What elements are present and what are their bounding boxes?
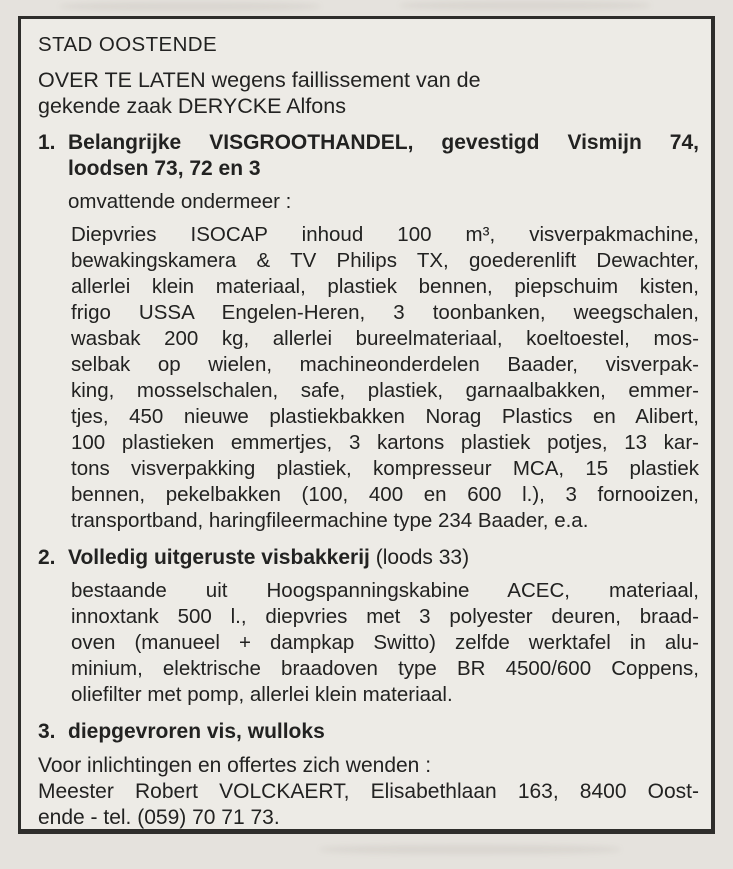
item-number: 3.	[38, 720, 56, 743]
item-subtitle: omvattende ondermeer :	[68, 190, 292, 213]
text-line: oven (manueel + dampkap Switto) zelfde werktafel in alu-	[71, 631, 699, 654]
text-line: bewakingskamera & TV Philips TX, goederenlift Dewachter,	[71, 249, 699, 272]
list-item-diepgevroren-vis	[38, 719, 699, 745]
text-line: Belangrijke VISGROOTHANDEL, gevestigd Vismijn 74,	[68, 131, 699, 154]
text-line: king, mosselschalen, safe, plastiek, garnaalbakken, emmer-	[71, 379, 699, 402]
intro-paragraph	[38, 67, 699, 119]
text-line: tjes, 450 nieuwe plastiekbakken Norag Plastics en Alibert,	[71, 405, 699, 428]
text-line: ende - tel. (059) 70 71 73.	[38, 806, 280, 829]
text-line: innoxtank 500 l., diepvries met 3 polyester deuren, braad-	[71, 605, 699, 628]
text-line: oliefilter met pomp, allerlei klein materiaal.	[71, 683, 453, 706]
item-content	[68, 545, 699, 708]
scan-bleedthrough-artifact	[320, 845, 620, 854]
text-line: transportband, haringfileermachine type 234 Baader, e.a.	[71, 509, 589, 532]
text-line: 100 plastieken emmertjes, 3 kartons plastiek potjes, 13 kar-	[71, 431, 699, 454]
text-line: loodsen 73, 72 en 3	[68, 157, 261, 180]
text-line: selbak op wielen, machineonderdelen Baader, visverpak-	[71, 353, 699, 376]
item-number: 2.	[38, 546, 56, 569]
scan-bleedthrough-artifact	[400, 1, 650, 10]
text-line: tons visverpakking plastiek, kompresseur MCA, 15 plastiek	[71, 457, 699, 480]
text-line: bennen, pekelbakken (100, 400 en 600 l.), 3 fornooizen,	[71, 483, 699, 506]
item-title	[68, 719, 699, 745]
text-line: OVER TE LATEN wegens faillissement van de	[38, 68, 481, 92]
item-content	[68, 719, 699, 745]
item-title-regular: (loods 33)	[375, 546, 470, 569]
text-line: Diepvries ISOCAP inhoud 100 m³, visverpakmachine,	[71, 223, 699, 246]
scan-bleedthrough-artifact	[60, 2, 320, 11]
item-title-line	[68, 545, 699, 571]
text-line: allerlei klein materiaal, plastiek bennen, piepschuim kisten,	[71, 275, 699, 298]
item-body-paragraph	[68, 578, 699, 708]
text-line: gekende zaak DERYCKE Alfons	[38, 94, 346, 118]
text-line: minium, elektrische braadoven type BR 4500/600 Coppens,	[71, 657, 699, 680]
item-title	[68, 130, 699, 182]
item-content	[68, 130, 699, 534]
text-line: bestaande uit Hoogspanningskabine ACEC, materiaal,	[71, 579, 699, 602]
text-line: frigo USSA Engelen-Heren, 3 toonbanken, weegschalen,	[71, 301, 699, 324]
item-title-line: diepgevroren vis, wulloks	[68, 720, 325, 743]
contact-address-paragraph	[38, 779, 699, 831]
city-heading: STAD OOSTENDE	[38, 33, 218, 56]
advert-border-box	[18, 16, 715, 834]
item-title-bold: Volledig uitgeruste visbakkerij	[68, 546, 370, 569]
contact-lead-line: Voor inlichtingen en offertes zich wenden :	[38, 754, 432, 777]
item-title	[68, 545, 699, 571]
text-line: Meester Robert VOLCKAERT, Elisabethlaan 163, 8400 Oost-	[38, 780, 699, 803]
contact-block	[38, 753, 699, 831]
item-number: 1.	[38, 131, 56, 154]
item-body-paragraph	[68, 222, 699, 534]
text-line: wasbak 200 kg, allerlei bureelmateriaal, koeltoestel, mos-	[71, 327, 699, 350]
list-item-visgroothandel	[38, 130, 699, 534]
list-item-visbakkerij	[38, 545, 699, 708]
